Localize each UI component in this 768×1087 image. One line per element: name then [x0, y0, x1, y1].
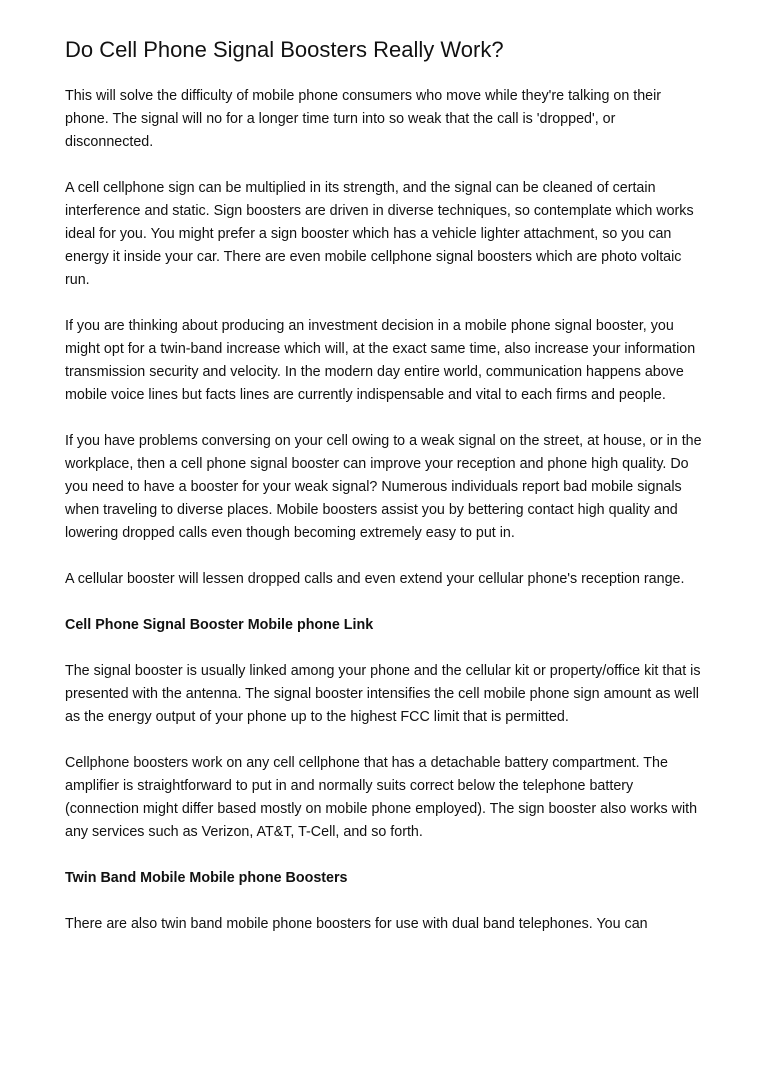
paragraph-signal-strength: A cell cellphone sign can be multiplied in its strength, and the signal can be cleaned of certain interference and static. Sign boosters are driven in diverse techniques, so contemplate which works ideal for you. You might prefer a sign booster which has a vehicle lighter attachment, so you can energy it inside your car. There are even mobile cellphone signal boosters which are photo voltaic run.: [65, 180, 694, 288]
paragraph-twin-band: There are also twin band mobile phone boosters for use with dual band telephones. You can: [65, 916, 648, 932]
paragraph-dropped-calls: A cellular booster will lessen dropped calls and even extend your cellular phone's reception range.: [65, 571, 685, 587]
paragraph-investment: If you are thinking about producing an investment decision in a mobile phone signal booster, you might opt for a twin-band increase which will, at the exact same time, also increase your information transmission security and velocity. In the modern day entire world, communication happens above mobile voice lines but facts lines are currently indispensable and vital to each firms and people.: [65, 318, 696, 403]
section-heading-twin-band: Twin Band Mobile Mobile phone Boosters: [65, 870, 348, 886]
paragraph-weak-signal: If you have problems conversing on your cell owing to a weak signal on the street, at house, or in the workplace, then a cell phone signal booster can improve your reception and phone high quality. Do you need to have a booster for your weak signal? Numerous individuals report bad mobile signals when traveling to diverse places. Mobile boosters assist you by bettering contact high quality and lowering dropped calls even though becoming extremely easy to put in.: [65, 433, 702, 541]
paragraph-battery-compartment: Cellphone boosters work on any cell cellphone that has a detachable battery compartment. The amplifier is straightforward to put in and normally suits correct below the telephone battery (connection might differ based mostly on mobile phone employed). The sign booster also works with any services such as Verizon, AT&T, T-Cell, and so forth.: [65, 755, 698, 840]
section-heading-link: Cell Phone Signal Booster Mobile phone Link: [65, 617, 374, 633]
document-page: [65, 36, 705, 959]
paragraph-intro: This will solve the difficulty of mobile phone consumers who move while they're talking on their phone. The signal will no for a longer time turn into so weak that the call is 'dropped', or disconnected.: [65, 88, 662, 150]
page-title: Do Cell Phone Signal Boosters Really Work?: [65, 37, 504, 62]
paragraph-booster-link: The signal booster is usually linked among your phone and the cellular kit or property/office kit that is presented with the antenna. The signal booster intensifies the cell mobile phone sign amount as well as the energy output of your phone up to the highest FCC limit that is permitted.: [65, 663, 701, 725]
